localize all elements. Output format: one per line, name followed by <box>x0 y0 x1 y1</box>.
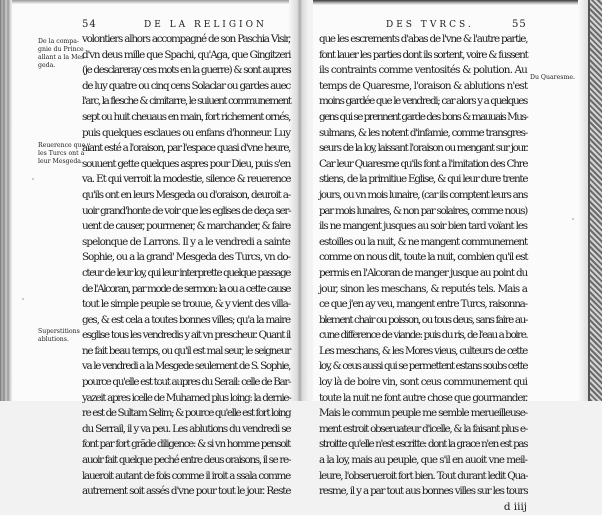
text-line: tout le simple peuple se trouue, & y vient des villa- <box>82 298 290 311</box>
margin-note-line: Du Quaresme. <box>530 74 575 81</box>
text-line: l'arc, la flesche & cimitarre, le suiuent communement <box>82 95 291 108</box>
text-line: volontiers alhors accompagné de son Paschia Visir, <box>82 33 290 45</box>
text-line: jour, sinon les meschans, & reputés tels. Mais a <box>319 282 527 295</box>
ornament-dash <box>156 381 180 383</box>
margin-note-line: Superstitions <box>38 328 80 335</box>
margin-note-line: geda. <box>38 62 56 69</box>
text-line: permis en l'Alcoran de manger jusque au point du <box>319 266 527 279</box>
running-head: DES TVRCS. <box>386 20 474 30</box>
text-line: uoir grand'honte de voir que les eglises de deça ser- <box>82 204 291 217</box>
text-line: stiens, de la primitiue Eglise, & qui leur dure trente <box>319 173 528 186</box>
body-text <box>82 32 290 500</box>
text-line: Mais le commun peuple me semble merueilleuse- <box>319 407 527 420</box>
text-line: ils ne mangent jusques au soir bien tard voïant les <box>319 220 527 233</box>
text-line: uent de causer, pourmener, & marchander, & faire <box>82 220 290 233</box>
text-line: Car leur Quaresme qu'ils font a l'imitation des Chre <box>319 157 528 170</box>
text-line: souuent gette quelques aspres pour Dieu, puis s'en <box>82 157 291 170</box>
text-line: cune difference de viande: puis du ris, de l'eau a boire. <box>319 329 528 342</box>
book-gutter <box>289 0 313 401</box>
margin-note-line: Reuerence que <box>38 142 86 149</box>
page-number: 55 <box>512 19 527 30</box>
text-line: moins gardée que le vendredi; car alors y a quelques <box>319 95 527 108</box>
text-line: Sophie, ou a la grand' Mesgeda des Turcs, vn do- <box>82 251 290 264</box>
margin-note <box>38 142 86 166</box>
text-line: auoir fait quelque peché entre deus oraisons, il se re- <box>82 454 290 467</box>
text-line: de luy quatre ou cinq cens Solaclar ou gardes auec <box>82 79 290 92</box>
text-line: sept ou huit cheuaus en main, fort richement ornés, <box>82 110 291 123</box>
text-line: gens qui se prennent garde des bons & mauuais Mus- <box>319 110 528 123</box>
margin-note-line: les Turcs ont a <box>38 150 85 157</box>
margin-note-line: gnie du Prince <box>38 46 84 53</box>
margin-note-line: ablutions. <box>38 336 69 343</box>
text-line: autrement soit assés d'vne pour tout le jour. Reste <box>82 485 291 498</box>
text-line: laueroit autant de fois comme il iroit a ssala comme <box>82 469 290 482</box>
text-line: loy là de boire vin, sont ceus communement qui <box>319 376 528 389</box>
page-number: 54 <box>82 19 97 30</box>
text-line: font lauer les parties dont ils sortent, voire & fussent <box>319 48 528 61</box>
body-text <box>319 32 527 515</box>
text-line: comme on nous dit, toute la nuit, combien qu'il est <box>319 251 528 264</box>
text-line: loy, & ceus aussi qui se permettent estans soubs cette <box>319 360 528 373</box>
margin-note <box>530 74 580 82</box>
paper-speck <box>32 178 34 180</box>
text-line: toute la nuit ne font autre chose que gourmander. <box>319 391 528 404</box>
text-line: leure, l'obserueroit fort bien. Tout durant ledit Qua- <box>319 469 528 482</box>
text-line: resme, il y a par tout aus bonnes villes sur les tours <box>319 485 528 498</box>
text-line: va. Et qui verroit la modestie, silence & reuerence <box>82 173 291 186</box>
text-line: a la loy, mais au peuple, que s'il en auoit vne meil- <box>319 454 527 467</box>
margin-note <box>38 38 85 70</box>
text-line: de l'Alcoran, par mode de sermon: la ou a cette cause <box>82 282 290 295</box>
signature-mark: d iiij <box>503 500 527 513</box>
text-line: ges, & est cela a toutes bonnes villes; qu'a la maire <box>82 313 290 326</box>
text-line: sulmans, & les notent d'infamie, comme transgres- <box>319 126 527 139</box>
text-line: puis quelques esclaues ou enfans d'honneur. Luy <box>82 126 290 139</box>
book-edge-right <box>588 0 602 401</box>
paper-speck <box>572 218 574 220</box>
text-line: cteur de leur loy, qui leur interprette quelque passage <box>82 266 290 279</box>
text-line: ment estroit obseruateur d'icelle, & la faisant plus e- <box>319 422 527 435</box>
text-line: blement chair ou poisson, ou tous deus, sans faire au- <box>319 313 527 326</box>
text-line: Les meschans, & les Mores vieus, culteurs de cette <box>319 344 527 357</box>
text-line: temps de Quaresme, l'oraison & ablutions n'est <box>319 79 528 92</box>
left-page <box>36 0 292 498</box>
text-line: spelonque de Larrons. Il y a le vendredi a sainte <box>82 235 290 248</box>
text-line: pource qu'elle est tout aupres du Serail: celle de Bar- <box>82 376 291 389</box>
margin-note-line: allant a la Mes <box>38 54 85 61</box>
text-line: va le vendredi a la Mesgede seulement de S. Sophie, <box>82 360 291 373</box>
right-page <box>314 0 580 513</box>
text-line: esglise tous les vendredis y ait vn prescheur. Quant il <box>82 329 290 342</box>
margin-note <box>38 328 82 344</box>
running-head: DE LA RELIGION <box>144 20 267 30</box>
text-line: ne fait beau temps, ou qu'il est mal seur, le seigneur <box>82 344 291 357</box>
text-line: du Serrail, il y va peu. Les ablutions du vendredi se <box>82 422 291 435</box>
text-line: jours, ou vn mois lunaire, (car ils comptent leurs ans <box>319 188 527 201</box>
text-line: seurs de la loy, laissant l'oraison ou mengant sur jour. <box>319 142 528 155</box>
paper-speck <box>22 298 24 300</box>
text-line: d'vn deus mille que Spachi, qu'Aga, que Gingitzeri <box>82 48 291 61</box>
text-line: estoilles ou la nuit, & ne mangent communement <box>319 235 527 248</box>
text-line: font par fort grãde diligence: & si vn homme pensoit <box>82 438 290 451</box>
text-line: ils contraints comme ventosités & polution. Au <box>319 64 527 77</box>
margin-note-line: De la compa- <box>38 38 80 45</box>
text-line: stroitte qu'elle n'est escritte: dont la grace n'en est pas <box>319 438 527 451</box>
book-edge-left <box>0 0 12 401</box>
text-line: (je desclareray ces mots en la guerre) & sont aupres <box>82 64 291 77</box>
text-line: par mois lunaires, & non par solaires, comme nous) <box>319 204 527 217</box>
margin-note-line: leur Mesgeda. <box>38 158 83 165</box>
text-line: qu'ils ont en leurs Mesgeda ou d'oraison, deuroit a- <box>82 188 290 201</box>
text-line: yazeit apres icelle de Muhamed plus loing: la dernie- <box>82 391 291 404</box>
text-line: ce que j'en ay veu, mangent entre Turcs, raisonna- <box>319 298 527 311</box>
text-line: re est de Sultam Selim; & pource qu'elle est fort loing <box>82 407 291 420</box>
text-line: aïant esté a l'oraison, par l'espace quasi d'vne heure, <box>82 142 291 155</box>
text-line: que les escrements d'abas de l'vne & l'autre partie, <box>319 33 528 45</box>
